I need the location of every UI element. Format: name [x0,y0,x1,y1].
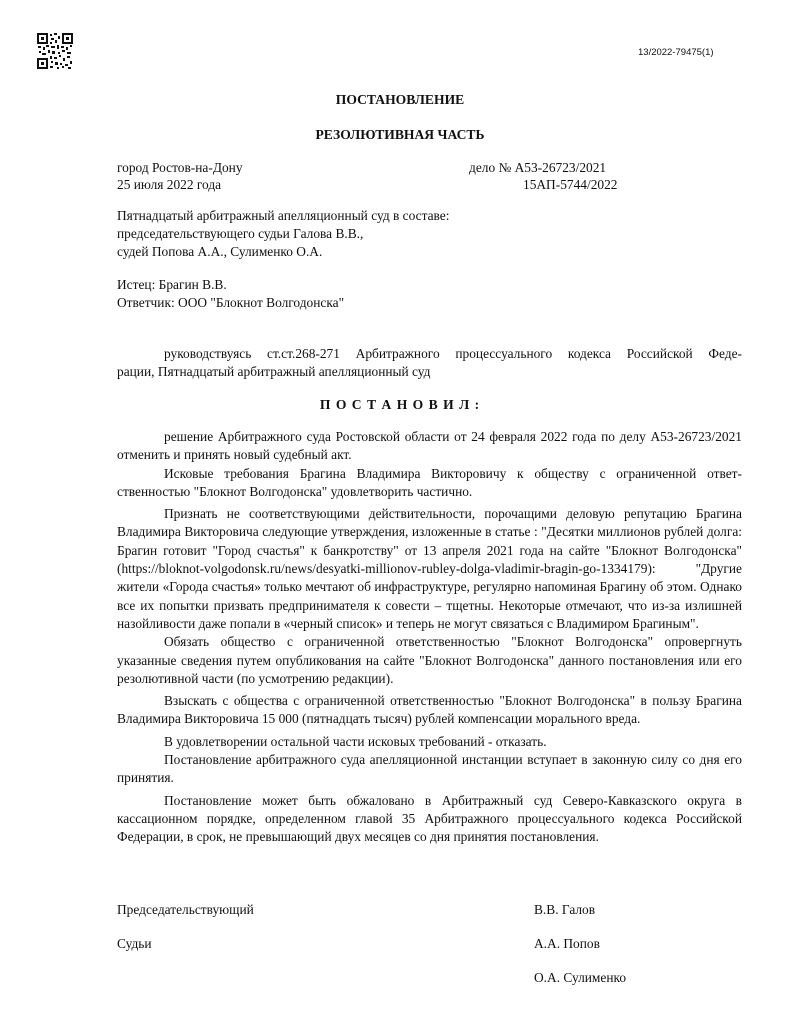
decree-paragraph-8: Постановление может быть обжаловано в Арбитражный суд Северо-Кавказского округа в кассационном порядке, определенном главой 35 Арбитражного процессуального кодекса Российской Федерации, в срок, не превышающий двух месяцев со дня принятия постановления. [117,792,742,845]
decree-paragraph-3: Признать не соответствующими действительности, порочащими деловую репутацию Брагина Владимира Викторовича следующие утверждения, изложенные в статье : "Десятки миллионов рублей долга: Брагин готовит "Город счастья" к банкротству" от 13 апреля 2021 года на сайте "Блокнот Волгодонска" (https://bloknot-volgodonsk.ru/news/desyatki-millionov-rubley-dolga-vladimir-bragin-go-1334179): "Другие жители «Города счастья» только мечтают об инфраструктуре, регулярно напоминая Брагину об этом. Однако все их попытки призвать предпринимателя к совести – тщетны. Некоторые отмечают, что из-за излишней назойливости даже попали в «черный список» и теперь не могут связаться с Владимиром Брагиным". [117,506,742,631]
page-subtitle: РЕЗОЛЮТИВНАЯ ЧАСТЬ [315,127,485,142]
document-number: 13/2022-79475(1) [638,47,714,58]
judges: судей Попова А.А., Сулименко О.А. [117,244,323,259]
decree-paragraph-1: решение Арбитражного суда Ростовской области от 24 февраля 2022 года по делу А53-26723/2021 отменить и принять новый судебный акт. [117,429,742,463]
court-composition: Пятнадцатый арбитражный апелляционный суд в составе: [117,208,450,223]
page-title: ПОСТАНОВЛЕНИЕ [335,92,465,107]
decree-paragraph-7: Постановление арбитражного суда апелляционной инстанции вступает в законную силу со дня его принятия. [117,752,742,786]
defendant: Ответчик: ООО "Блокнот Волгодонска" [117,295,345,310]
judge-1-name: А.А. Попов [534,936,600,951]
presiding-judge: председательствующего судьи Галова В.В., [117,226,364,241]
decree-paragraph-2: Исковые требования Брагина Владимира Викторовичу к обществу с ограниченной ответственностью "Блокнот Волгодонска" удовлетворить частично. [117,465,742,499]
guidance-line-2: рации, Пятнадцатый арбитражный апелляционный суд [117,364,431,380]
guidance-line-1: руководствуясь ст.ст.268-271 Арбитражного процессуального кодекса Российской Феде- [164,346,742,361]
presiding-label: Председательствующий [117,902,254,917]
city: город Ростов-на-Дону [117,160,243,175]
date: 25 июля 2022 года [117,177,222,192]
decree-paragraph-5: Взыскать с общества с ограниченной ответственностью "Блокнот Волгодонска" в пользу Брагина Владимира Викторовича 15 000 (пятнадцать тысяч) рублей компенсации морального вреда. [117,693,742,727]
decree-body [117,428,742,847]
decree-paragraph-4: Обязать общество с ограниченной ответственностью "Блокнот Волгодонска" опровергнуть указанные сведения путем опубликования на сайте "Блокнот Волгодонска" данного постановления или его резолютивной части (по усмотрению редакции). [117,634,742,686]
case-number: дело № А53-26723/2021 [469,160,607,175]
qr-code [37,33,73,69]
resolved-heading: П О С Т А Н О В И Л : [319,397,481,412]
appeal-number: 15АП-5744/2022 [523,177,618,192]
presiding-name: В.В. Галов [534,902,596,917]
plaintiff: Истец: Брагин В.В. [117,277,227,292]
judge-2-name: О.А. Сулименко [534,970,627,985]
guidance-paragraph [117,345,742,382]
decree-paragraph-6: В удовлетворении остальной части исковых требований - отказать. [164,733,547,749]
judges-label: Судьи [117,936,152,951]
